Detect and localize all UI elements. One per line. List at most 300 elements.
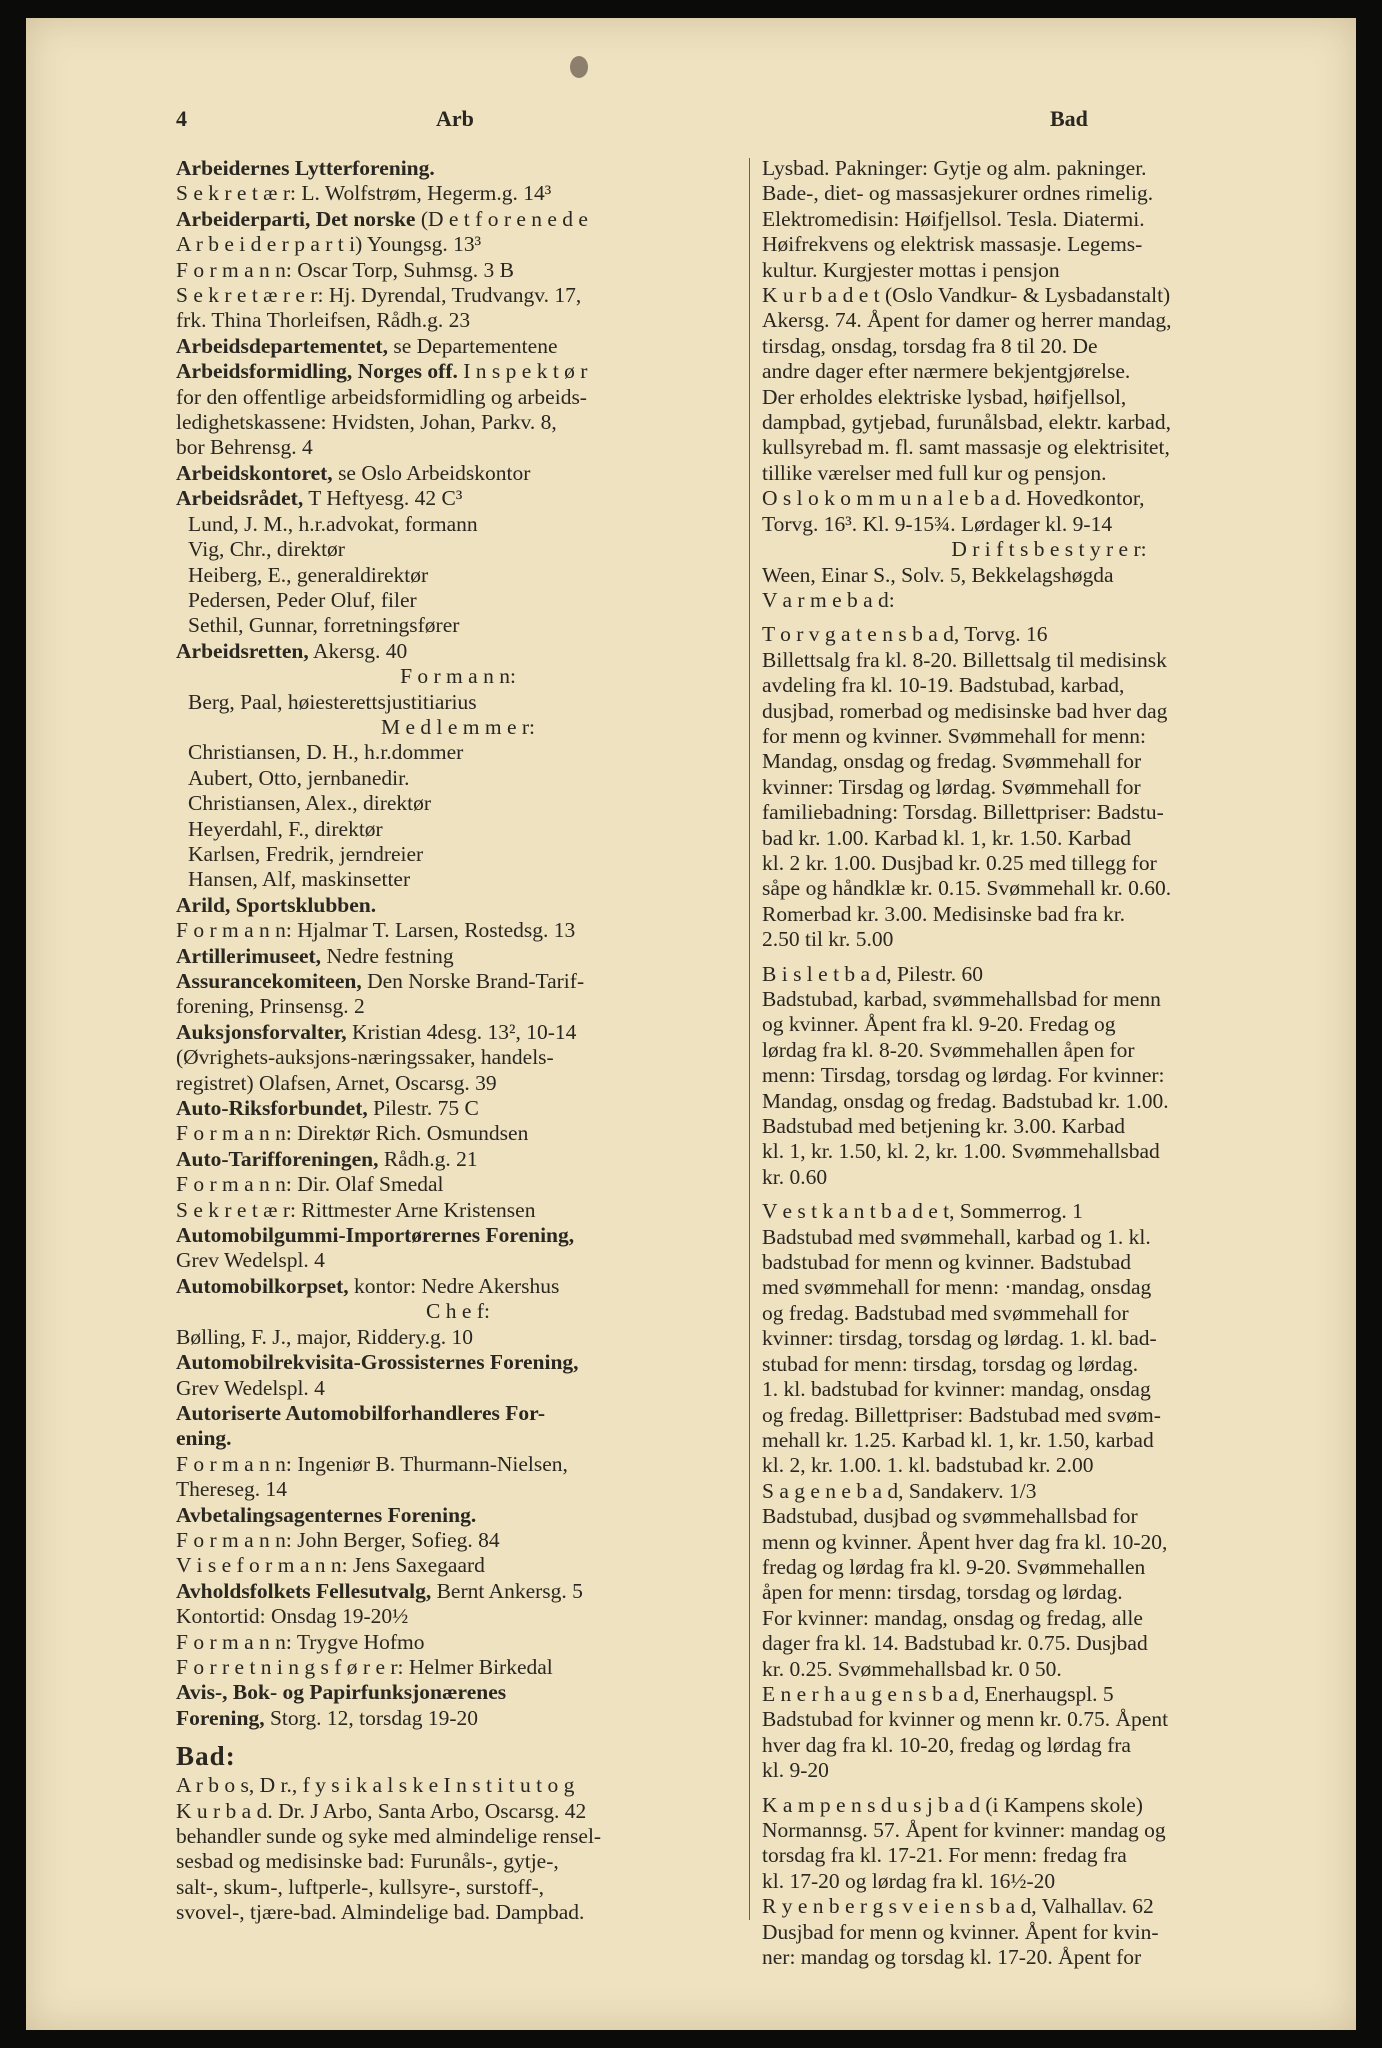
entry-heading: Forening, [176, 1705, 265, 1730]
entry-line [762, 486, 1336, 511]
entry-line [176, 1401, 740, 1426]
entry-text: Romerbad kr. 3.00. Medisinske bad fra kr. [762, 901, 1126, 926]
entry-line [762, 1504, 1336, 1529]
entry-text: Pilestr. 60 [891, 961, 983, 986]
entry-text: og fredag. Badstubad med svømmehall for [762, 1300, 1129, 1325]
entry-line [176, 1248, 740, 1273]
entry-text: I n s p e k t ø r [457, 359, 588, 384]
entry-text: Den Norske Brand-Tarif- [361, 969, 585, 993]
entry-line [762, 1657, 1336, 1682]
entry-line [176, 1503, 740, 1528]
entry-role: M e d l e m m e r: [380, 714, 536, 739]
entry-line [176, 359, 740, 384]
entry-line [762, 1301, 1336, 1326]
entry-line [762, 1682, 1336, 1707]
entry-line [176, 867, 740, 892]
entry-role: F o r m a n n: [176, 918, 292, 943]
left-bad-entries [176, 1773, 740, 1925]
entry-role: F o r m a n n: [176, 1527, 292, 1552]
entry-heading: Arbeidsretten, [176, 638, 309, 663]
entry-text: 1. kl. badstubad for kvinner: mandag, onsdag [762, 1377, 1151, 1402]
entry-role: K a m p e n s d u s j b a d [762, 1792, 980, 1817]
entry-line [762, 1326, 1336, 1351]
entry-line [176, 232, 740, 257]
entry-role: S e k r e t æ r: [176, 181, 297, 206]
entry-line [762, 181, 1336, 206]
entry-text: menn: Tirsdag, torsdag og lørdag. For kvinner: [762, 1063, 1165, 1088]
entry-line [176, 1680, 740, 1705]
entry-heading: Arbeiderparti, Det norske [176, 206, 416, 231]
entry-text: Bade-, diet- og massasjekurer ordnes rimelig. [762, 181, 1154, 206]
entry-text: sesbad og medisinske bad: Furunåls-, gytje-, [176, 1849, 559, 1874]
entry-text: Berg, Paal, høiesterettsjustitiarius [188, 689, 477, 714]
entry-line [176, 639, 740, 664]
entry-line [176, 1452, 740, 1477]
entry-line [176, 1376, 740, 1401]
entry-role: A r b o s, D r., f y s i k a l s k e I n s t i t u t o g [176, 1773, 575, 1798]
entry-line [762, 1580, 1336, 1605]
entry-text: Elektromedisin: Høifjellsol. Tesla. Diatermi. [762, 206, 1145, 231]
entry-role: K u r b a d e t [762, 283, 880, 308]
entry-line [762, 1758, 1336, 1783]
entry-line [176, 944, 740, 969]
entry-text: For kvinner: mandag, onsdag og fredag, alle [762, 1605, 1143, 1630]
entry-text: Badstubad for kvinner og menn kr. 0.75. Åpent [762, 1707, 1169, 1732]
entry-line [176, 385, 740, 410]
entry-text: Christiansen, Alex., direktør [188, 791, 432, 816]
entry-heading: Auksjonsforvalter, [176, 1019, 347, 1044]
entry-text: Vig, Chr., direktør [188, 537, 345, 562]
entry-line [176, 1900, 740, 1925]
entry-line [176, 1350, 740, 1375]
entry-line [762, 1606, 1336, 1631]
entry-line [762, 800, 1336, 825]
entry-text: Billettsalg fra kl. 8-20. Billettsalg til medisinsk [762, 647, 1167, 672]
entry-text: Grev Wedelspl. 4 [176, 1375, 325, 1400]
entry-line [762, 987, 1336, 1012]
entry-text: Christiansen, D. H., h.r.dommer [188, 740, 464, 765]
entry-heading: Arbeidsrådet, [176, 486, 304, 511]
entry-text: menn og kvinner. Åpent hver dag fra kl. 10-20, [762, 1529, 1168, 1554]
entry-role: V a r m e b a d: [762, 587, 895, 612]
entry-line [762, 673, 1336, 698]
entry-text: svovel-, tjære-bad. Almindelige bad. Dampbad. [176, 1900, 585, 1925]
entry-role: V e s t k a n t b a d e t, [762, 1199, 955, 1224]
entry-line [762, 1869, 1336, 1894]
entry-line [176, 918, 740, 943]
entry-text: lørdag fra kl. 8-20. Svømmehallen åpen for [762, 1037, 1135, 1062]
entry-text: bad kr. 1.00. Karbad kl. 1, kr. 1.50. Karbad [762, 825, 1132, 850]
entry-line [176, 1071, 740, 1096]
entry-line [762, 512, 1336, 537]
entry-line [762, 359, 1336, 384]
entry-line [762, 724, 1336, 749]
entry-role: A r b e i d e r p a r t i) [176, 232, 363, 257]
entry-line [176, 1274, 740, 1299]
entry-line [762, 749, 1336, 774]
entry-text: Normannsg. 57. Åpent for kvinner: mandag og [762, 1818, 1166, 1842]
entry-text: (Oslo Vandkur- & Lysbadanstalt) [879, 283, 1171, 308]
entry-line [762, 461, 1336, 486]
entry-text: kl. 2 kr. 1.00. Dusjbad kr. 0.25 med tillegg for [762, 850, 1157, 875]
entry-line [176, 1325, 740, 1350]
entry-line [762, 1225, 1336, 1250]
entry-text: tirsdag, onsdag, torsdag fra 8 til 20. De [762, 333, 1098, 358]
entry-line [762, 1945, 1336, 1970]
entry-line [176, 791, 740, 816]
entry-text: Akersg. 40 [308, 638, 408, 663]
entry-heading: Arbeidernes Lytterforening. [176, 156, 435, 180]
entry-line [176, 512, 740, 537]
entry-line [176, 1773, 740, 1798]
entry-line [762, 902, 1336, 927]
entry-line [762, 537, 1336, 562]
entry-text: Badstubad med betjening kr. 3.00. Karbad [762, 1114, 1126, 1139]
entry-line [762, 1012, 1336, 1037]
entry-line [762, 1555, 1336, 1580]
entry-line [762, 648, 1336, 673]
entry-role: K u r b a d. [176, 1798, 273, 1823]
entry-text: (i Kampens skole) [979, 1792, 1143, 1817]
entry-text: Ingeniør B. Thurmann-Nielsen, [291, 1451, 568, 1476]
entry-line [762, 1250, 1336, 1275]
entry-text: John Berger, Sofieg. 84 [291, 1527, 500, 1552]
entry-line [176, 817, 740, 842]
entry-line [762, 1530, 1336, 1555]
entry-line [176, 283, 740, 308]
entry-text: for menn og kvinner. Svømmehall for menn: [762, 723, 1146, 748]
entry-text: Heyerdahl, F., direktør [188, 816, 383, 841]
entry-heading: Avholdsfolkets Fellesutvalg, [176, 1578, 432, 1603]
entry-line [176, 1426, 740, 1451]
entry-text: Hjalmar T. Larsen, Rostedsg. 13 [291, 918, 576, 943]
entry-role: F o r m a n n: [176, 257, 292, 282]
entry-text: kontor: Nedre Akershus [348, 1273, 560, 1298]
entry-line [762, 156, 1336, 181]
entry-line [762, 207, 1336, 232]
entry-role: S e k r e t æ r e r: [176, 283, 324, 308]
entry-text: Bernt Ankersg. 5 [431, 1578, 583, 1603]
entry-text: tillike værelser med full kur og pensjon. [762, 460, 1107, 485]
entry-line [762, 410, 1336, 435]
entry-line [762, 588, 1336, 613]
entry-text: fredag og lørdag fra kl. 9-20. Svømmehallen [762, 1554, 1146, 1579]
entry-line [176, 740, 740, 765]
entry-line [762, 283, 1336, 308]
entry-line [762, 1403, 1336, 1428]
entry-line [176, 1579, 740, 1604]
right-entries [762, 156, 1336, 1970]
entry-text: Enerhaugspl. 5 [979, 1681, 1114, 1706]
entry-text: Youngsg. 13³ [362, 232, 482, 257]
entry-text: Nedre festning [321, 943, 454, 968]
entry-role: F o r m a n n: [176, 1172, 292, 1197]
entry-text: T Heftyesg. 42 C³ [303, 486, 463, 511]
entry-line [762, 385, 1336, 410]
entry-heading: Automobilgummi-Importørernes Forening, [176, 1223, 575, 1248]
entry-text: dusjbad, romerbad og medisinske bad hver dag [762, 698, 1168, 723]
entry-line [176, 613, 740, 638]
entry-line [176, 486, 740, 511]
entry-heading: Arbeidsdepartementet, [176, 333, 388, 358]
entry-line [762, 258, 1336, 283]
entry-role: F o r m a n n: [176, 1629, 292, 1654]
entry-text: torsdag fra kl. 17-21. For menn: fredag fra [762, 1843, 1127, 1868]
entry-line [176, 1299, 740, 1324]
entry-text: Hovedkontor, [1021, 486, 1145, 511]
entry-line [762, 1818, 1336, 1843]
entry-line [176, 1630, 740, 1655]
entry-line [762, 308, 1336, 333]
entry-text: kr. 0.25. Svømmehallsbad kr. 0 50. [762, 1656, 1062, 1681]
entry-text: kl. 17-20 og lørdag fra kl. 16½-20 [762, 1868, 1056, 1893]
entry-text: behandler sunde og syke med almindelige rensel- [176, 1824, 602, 1848]
entry-role: S e k r e t æ r: [176, 1197, 297, 1222]
entry-line [176, 410, 740, 435]
entry-line [176, 842, 740, 867]
entry-line [176, 1096, 740, 1121]
entry-text: Høifrekvens og elektrisk massasje. Legems- [762, 232, 1143, 257]
entry-line [176, 1849, 740, 1874]
left-column [176, 156, 740, 1926]
entry-line [762, 1453, 1336, 1478]
entry-line [762, 1843, 1336, 1868]
entry-text: forening, Prinsensg. 2 [176, 994, 365, 1019]
entry-text: Rittmester Arne Kristensen [296, 1197, 536, 1222]
entry-line [762, 1352, 1336, 1377]
entry-text: kvinner: tirsdag, torsdag og lørdag. 1. kl. bad- [762, 1326, 1157, 1351]
entry-text: hver dag fra kl. 10-20, fredag og lørdag fra [762, 1732, 1131, 1757]
entry-text: Oscar Torp, Suhmsg. 3 B [291, 257, 514, 282]
entry-text: Storg. 12, torsdag 19-20 [264, 1705, 478, 1730]
entry-line [176, 715, 740, 740]
entry-text: Mandag, onsdag og fredag. Badstubad kr. 1.00. [762, 1088, 1169, 1113]
entry-text: for den offentlige arbeidsformidling og arbeids- [176, 384, 587, 409]
entry-text: Lysbad. Pakninger: Gytje og alm. pakninger. [762, 156, 1147, 180]
entry-line [762, 1275, 1336, 1300]
entry-text: Karlsen, Fredrik, jerndreier [188, 841, 424, 866]
entry-text: Akersg. 74. Åpent for damer og herrer mandag, [762, 308, 1172, 333]
entry-gap [762, 953, 1336, 962]
entry-text: stubad for menn: tirsdag, torsdag og lørdag. [762, 1351, 1139, 1376]
entry-text: såpe og håndklæ kr. 0.15. Svømmehall kr. 0.60. [762, 876, 1172, 901]
entry-line [176, 1655, 740, 1680]
entry-heading: Autoriserte Automobilforhandleres For- [176, 1400, 546, 1425]
entry-role: R y e n b e r g s v e i e n s b a d, [762, 1894, 1037, 1919]
entry-line [176, 181, 740, 206]
entry-text: Mandag, onsdag og fredag. Svømmehall for [762, 749, 1142, 774]
entry-text: L. Wolfstrøm, Hegerm.g. 14³ [296, 181, 552, 206]
right-column [762, 156, 1336, 1970]
entry-line [762, 1733, 1336, 1758]
entry-line [762, 1894, 1336, 1919]
entry-text: Sethil, Gunnar, forretningsfører [188, 613, 460, 638]
entry-text: kl. 1, kr. 1.50, kl. 2, kr. 1.00. Svømmehallsbad [762, 1139, 1160, 1164]
entry-text: Hj. Dyrendal, Trudvangv. 17, [323, 283, 582, 308]
entry-line [176, 308, 740, 333]
entry-line [176, 1875, 740, 1900]
entry-line [762, 699, 1336, 724]
entry-text: badstubad for menn og kvinner. Badstubad [762, 1250, 1132, 1275]
entry-line [176, 1147, 740, 1172]
entry-role: S a g e n e b a d, [762, 1478, 904, 1503]
entry-line [176, 207, 740, 232]
entry-role: F o r m a n n: [400, 664, 516, 689]
entry-line [176, 435, 740, 460]
entry-text: Kontortid: Onsdag 19-20½ [176, 1604, 409, 1629]
entry-line [176, 1020, 740, 1045]
entry-heading: ening. [176, 1426, 232, 1451]
entry-line [762, 1139, 1336, 1164]
header-right: Bad [1050, 106, 1088, 131]
entry-text: Badstubad, dusjbad og svømmehallsbad for [762, 1504, 1138, 1529]
section-title-bad: Bad: [176, 1741, 236, 1772]
entry-text: (Øvrighets-auksjons-næringssaker, handels- [176, 1045, 554, 1070]
entry-line [176, 1477, 740, 1502]
entry-line [762, 622, 1336, 647]
entry-text: avdeling fra kl. 10-19. Badstubad, karbad, [762, 673, 1125, 698]
entry-text: kr. 0.60 [762, 1164, 828, 1189]
entry-line [176, 461, 740, 486]
entry-line [176, 1121, 740, 1146]
entry-line [762, 775, 1336, 800]
entry-line [176, 1604, 740, 1629]
entry-line [762, 1793, 1336, 1818]
entry-line [176, 664, 740, 689]
entry-text: kl. 2, kr. 1.00. 1. kl. badstubad kr. 2.00 [762, 1453, 1094, 1478]
entry-line [176, 1172, 740, 1197]
entry-heading: Assurancekomiteen, [176, 969, 362, 993]
directory-page [26, 18, 1356, 2030]
entry-text: familiebadning: Torsdag. Billettpriser: Badstu- [762, 800, 1164, 825]
entry-heading: Automobilkorpset, [176, 1273, 349, 1298]
entry-text: Sandakerv. 1/3 [903, 1478, 1037, 1503]
entry-role: O s l o k o m m u n a l e b a d. [762, 486, 1022, 511]
entry-line [762, 1428, 1336, 1453]
entry-role: T o r v g a t e n s b a d, [762, 622, 960, 647]
entry-line [176, 1824, 740, 1849]
entry-text: Ween, Einar S., Solv. 5, Bekkelagshøgda [762, 562, 1114, 587]
entry-line [176, 156, 740, 181]
entry-text: Trygve Hofmo [291, 1629, 425, 1654]
entry-line [176, 258, 740, 283]
entry-line [176, 1223, 740, 1248]
entry-line [762, 962, 1336, 987]
entry-line [176, 994, 740, 1019]
entry-heading: Automobilrekvisita-Grossisternes Forening, [176, 1350, 579, 1375]
entry-line [176, 766, 740, 791]
entry-line [762, 1063, 1336, 1088]
entry-line [762, 1707, 1336, 1732]
entry-text: andre dager efter nærmere bekjentgjørelse. [762, 359, 1131, 384]
entry-line [176, 969, 740, 994]
entry-role: E n e r h a u g e n s b a d, [762, 1681, 980, 1706]
entry-heading: Auto-Riksforbundet, [176, 1096, 368, 1121]
entry-line [762, 1631, 1336, 1656]
entry-text: Sommerrog. 1 [954, 1199, 1083, 1224]
entry-line [176, 1553, 740, 1578]
entry-line [762, 826, 1336, 851]
entry-text: kl. 9-20 [762, 1758, 829, 1783]
entry-text: Direktør Rich. Osmundsen [291, 1121, 529, 1146]
entry-line [762, 851, 1336, 876]
entry-heading: Auto-Tarifforeningen, [176, 1146, 379, 1171]
entry-text: salt-, skum-, luftperle-, kullsyre-, surstoff-, [176, 1874, 545, 1899]
entry-line [176, 1528, 740, 1553]
entry-role: F o r r e t n i n g s f ø r e r: [176, 1654, 404, 1679]
left-entries [176, 156, 740, 1731]
entry-gap [762, 1190, 1336, 1199]
entry-text: og kvinner. Åpent fra kl. 9-20. Fredag og [762, 1012, 1116, 1037]
entry-text: Badstubad, karbad, svømmehallsbad for menn [762, 987, 1161, 1011]
entry-line [176, 690, 740, 715]
entry-text: kullsyrebad m. fl. samt massasje og elektrisitet, [762, 435, 1170, 460]
entry-text: Pedersen, Peder Oluf, filer [188, 587, 417, 612]
entry-text: ledighetskassene: Hvidsten, Johan, Parkv. 8, [176, 410, 557, 435]
entry-line [762, 1038, 1336, 1063]
entry-text: Badstubad med svømmehall, karbad og 1. kl. [762, 1224, 1151, 1249]
entry-text: Pilestr. 75 C [367, 1096, 479, 1121]
entry-text: se Oslo Arbeidskontor [332, 460, 531, 485]
entry-line [176, 588, 740, 613]
entry-text: Bølling, F. J., major, Riddery.g. 10 [176, 1324, 474, 1349]
entry-text: Dusjbad for menn og kvinner. Åpent for kvin- [762, 1919, 1159, 1944]
entry-line [762, 334, 1336, 359]
entry-text: Grev Wedelspl. 4 [176, 1248, 325, 1273]
entry-role: D r i f t s b e s t y r e r: [951, 537, 1147, 562]
entry-text: Lund, J. M., h.r.advokat, formann [188, 511, 478, 536]
entry-text: Dr. J Arbo, Santa Arbo, Oscarsg. 42 [272, 1798, 587, 1823]
entry-text: Torvg. 16 [959, 622, 1048, 647]
entry-gap [762, 1784, 1336, 1793]
entry-heading: Avbetalingsagenternes Forening. [176, 1502, 477, 1527]
entry-text: Thereseg. 14 [176, 1477, 288, 1502]
entry-heading: Arbeidsformidling, Norges off. [176, 359, 458, 384]
header-left: Arb [436, 106, 474, 131]
entry-text: mehall kr. 1.25. Karbad kl. 1, kr. 1.50, karbad [762, 1427, 1154, 1452]
entry-line [762, 1199, 1336, 1224]
entry-text: (D e t f o r e n e d e [415, 206, 588, 231]
entry-text: Helmer Birkedal [403, 1654, 553, 1679]
entry-line [176, 334, 740, 359]
entry-heading: Arbeidskontoret, [176, 460, 333, 485]
entry-text: registret) Olafsen, Arnet, Oscarsg. 39 [176, 1070, 497, 1095]
entry-text: dampbad, gytjebad, furunålsbad, elektr. karbad, [762, 410, 1171, 435]
entry-text: Dir. Olaf Smedal [291, 1172, 444, 1197]
entry-text: 2.50 til kr. 5.00 [762, 927, 894, 952]
entry-line [176, 1045, 740, 1070]
entry-role: F o r m a n n: [176, 1121, 292, 1146]
entry-text: Rådh.g. 21 [378, 1146, 478, 1171]
entry-line [762, 1114, 1336, 1139]
entry-line [762, 876, 1336, 901]
entry-text: frk. Thina Thorleifsen, Rådh.g. 23 [176, 308, 471, 333]
entry-line [762, 1920, 1336, 1945]
entry-text: kvinner: Tirsdag og lørdag. Svømmehall for [762, 774, 1141, 799]
entry-text: bor Behrensg. 4 [176, 435, 313, 460]
entry-line [176, 1198, 740, 1223]
entry-line [762, 1089, 1336, 1114]
entry-line [176, 893, 740, 918]
entry-line [762, 435, 1336, 460]
entry-text: kultur. Kurgjester mottas i pensjon [762, 257, 1060, 282]
entry-text: Valhallav. 62 [1036, 1894, 1154, 1919]
entry-role: B i s l e t b a d, [762, 961, 892, 986]
entry-line [176, 537, 740, 562]
entry-text: ner: mandag og torsdag kl. 17-20. Åpent for [762, 1945, 1142, 1970]
entry-text: dager fra kl. 14. Badstubad kr. 0.75. Dusjbad [762, 1631, 1148, 1656]
entry-line [762, 232, 1336, 257]
